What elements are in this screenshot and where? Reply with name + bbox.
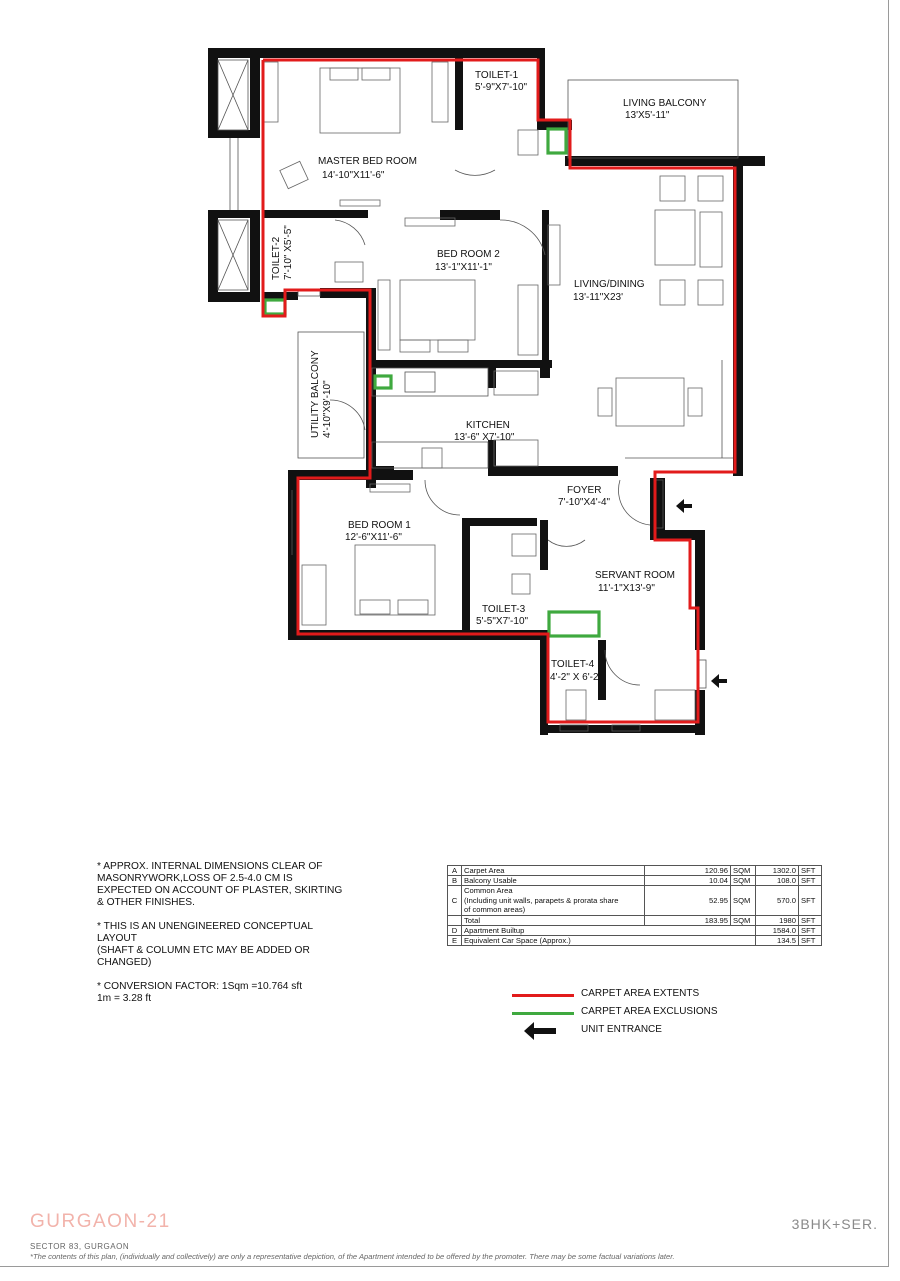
foyer-dim: 7'-10"X4'-4" — [558, 497, 611, 508]
toilet2-name: TOILET-2 — [271, 236, 282, 280]
living-dining-dim: 13'-11"X23' — [573, 292, 623, 303]
table-row: B Balcony Usable 10.04 SQM 108.0 SFT — [448, 876, 822, 886]
kitchen-name: KITCHEN — [466, 420, 510, 431]
notes — [97, 861, 347, 1017]
toilet3-name: TOILET-3 — [482, 604, 526, 615]
master-bed-dim: 14'-10"X11'-6" — [322, 170, 385, 181]
utility-balcony-name: UTILITY BALCONY — [310, 350, 321, 438]
toilet4-name: TOILET-4 — [551, 659, 595, 670]
table-row: C Common Area (Including unit walls, parapets & prorata share of common areas) 52.95 SQM 570.0 SFT — [448, 886, 822, 916]
kitchen-dim: 13'-6" X7'-10" — [454, 432, 515, 443]
toilet1-name: TOILET-1 — [475, 70, 519, 81]
master-bed-name: MASTER BED ROOM — [318, 156, 417, 167]
bed1-dim: 12'-6"X11'-6" — [345, 532, 402, 543]
location: SECTOR 83, GURGAON — [30, 1242, 130, 1251]
table-row: A Carpet Area 120.96 SQM 1302.0 SFT — [448, 866, 822, 876]
bed2-name: BED ROOM 2 — [437, 249, 500, 260]
area-table — [447, 865, 822, 946]
bed2-dim: 13'-1"X11'-1" — [435, 262, 492, 273]
utility-balcony-dim: 4'-10"X9'-10" — [322, 380, 333, 438]
toilet4-dim: 4'-2" X 6'-2" — [550, 672, 603, 683]
note-conversion: * CONVERSION FACTOR: 1Sqm =10.764 sft 1m = 3.28 ft — [97, 981, 303, 1004]
servant-dim: 11'-1"X13'-9" — [598, 583, 655, 594]
servant-name: SERVANT ROOM — [595, 570, 676, 581]
toilet2-dim: 7'-10" X5'-5" — [283, 225, 294, 280]
unit-type: 3BHK+SER. — [791, 1216, 878, 1232]
toilet1-dim: 5'-9"X7'-10" — [475, 82, 528, 93]
table-row: Total 183.95 SQM 1980 SFT — [448, 915, 822, 925]
note-dimensions: * APPROX. INTERNAL DIMENSIONS CLEAR OF MASONRYWORK,LOSS OF 2.5-4.0 CM IS EXPECTED ON ACCOUNT OF PLASTER, SKIRTING & OTHER FINISHES. — [97, 861, 343, 908]
arrow-left-icon — [711, 674, 727, 688]
brand-title: GURGAON-21 — [30, 1211, 171, 1232]
living-balcony-dim: 13'X5'-11" — [625, 110, 670, 121]
arrow-left-icon — [676, 499, 692, 513]
green-line-swatch — [512, 1012, 574, 1015]
bed1-name: BED ROOM 1 — [348, 520, 411, 531]
note-conceptual: * THIS IS AN UNENGINEERED CONCEPTUAL LAYOUT (SHAFT & COLUMN ETC MAY BE ADDED OR CHANGED) — [97, 921, 313, 968]
living-balcony-name: LIVING BALCONY — [623, 98, 707, 109]
red-line-swatch — [512, 994, 574, 997]
walls — [208, 48, 765, 735]
toilet3-dim: 5'-5"X7'-10" — [476, 616, 529, 627]
table-row: E Equivalent Car Space (Approx.) 134.5 SFT — [448, 935, 822, 945]
table-row: D Apartment Builtup 1584.0 SFT — [448, 925, 822, 935]
foyer-name: FOYER — [567, 485, 602, 496]
living-dining-name: LIVING/DINING — [574, 279, 645, 290]
disclaimer: *The contents of this plan, (individually and collectively) are only a representative depiction, of the Apartment intended to be offered by the promoter. There may be some factual variations later. — [30, 1252, 675, 1261]
arrow-left-icon — [524, 1022, 558, 1040]
